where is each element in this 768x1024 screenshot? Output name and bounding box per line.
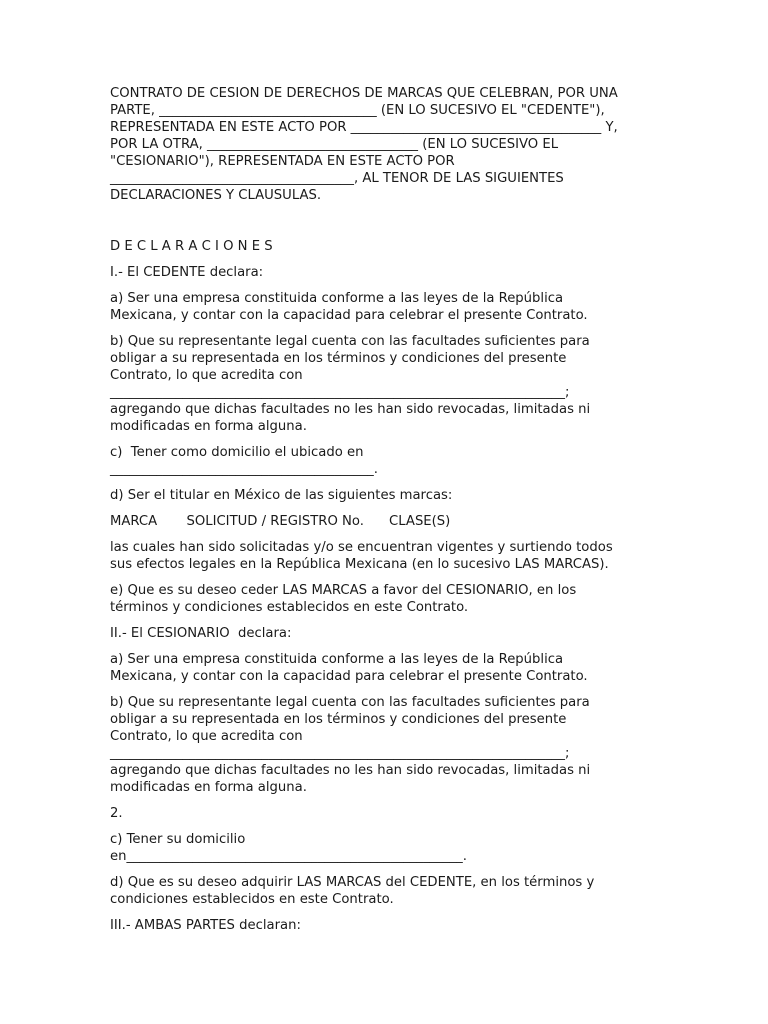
clause-line: d) Que es su deseo adquirir LAS MARCAS del CEDENTE, en los términos y [110,875,595,890]
cedente-clause-d [110,487,650,504]
clause-line: modificadas en forma alguna. [110,780,307,795]
clause-line: términos y condiciones establecidos en este Contrato. [110,600,469,615]
table-header-line: MARCA SOLICITUD / REGISTRO No. CLASE(S) [110,514,451,529]
clause-line: Mexicana, y contar con la capacidad para celebrar el presente Contrato. [110,669,588,684]
clause-line: _____________________________________________________________________; [110,385,570,400]
clause-line: c) Tener su domicilio [110,832,246,847]
cesionario-clause-b [110,694,650,796]
clause-line: obligar a su representada en los términos y condiciones del presente [110,712,567,727]
clause-line: c) Tener como domicilio el ubicado en [110,445,364,460]
intro-line: REPRESENTADA EN ESTE ACTO POR ______________________________________ Y, [110,120,618,135]
clause-line: _____________________________________________________________________; [110,746,570,761]
clause-line: e) Que es su deseo ceder LAS MARCAS a favor del CESIONARIO, en los [110,583,577,598]
cedente-clause-d-continued [110,539,650,573]
clause-line: en___________________________________________________. [110,849,467,864]
clause-line: Mexicana, y contar con la capacidad para celebrar el presente Contrato. [110,308,588,323]
clause-line: a) Ser una empresa constituida conforme a las leyes de la República [110,652,564,667]
cedente-clause-c [110,444,650,478]
contract-intro [110,85,650,204]
clause-line: a) Ser una empresa constituida conforme a las leyes de la República [110,291,564,306]
intro-line: CONTRATO DE CESION DE DERECHOS DE MARCAS QUE CELEBRAN, POR UNA [110,86,618,101]
clause-line: condiciones establecidos en este Contrato. [110,892,394,907]
declaraciones-title: D E C L A R A C I O N E S [110,239,273,254]
intro-line: PARTE, _________________________________ (EN LO SUCESIVO EL "CEDENTE"), [110,103,605,118]
cesionario-clause-a [110,651,650,685]
clause-line: b) Que su representante legal cuenta con las facultades suficientes para [110,334,590,349]
intro-line: "CESIONARIO"), REPRESENTADA EN ESTE ACTO POR [110,154,455,169]
clause-line: obligar a su representada en los términos y condiciones del presente [110,351,567,366]
cesionario-number: 2. [110,806,123,821]
clause-line: Contrato, lo que acredita con [110,729,303,744]
cedente-clause-a [110,290,650,324]
cesionario-clause-d [110,874,650,908]
intro-line: POR LA OTRA, ________________________________ (EN LO SUCESIVO EL [110,137,559,152]
clause-line: agregando que dichas facultades no les han sido revocadas, limitadas ni [110,763,591,778]
intro-line: _____________________________________, AL TENOR DE LAS SIGUIENTES [110,171,564,186]
clause-line: modificadas en forma alguna. [110,419,307,434]
clause-line: sus efectos legales en la República Mexicana (en lo sucesivo LAS MARCAS). [110,557,609,572]
cedente-clause-e [110,582,650,616]
cedente-clause-b [110,333,650,435]
clause-line: agregando que dichas facultades no les han sido revocadas, limitadas ni [110,402,591,417]
cesionario-heading: II.- El CESIONARIO declara: [110,626,292,641]
intro-line: DECLARACIONES Y CLAUSULAS. [110,188,322,203]
cedente-heading: I.- El CEDENTE declara: [110,265,264,280]
clause-line: ________________________________________. [110,462,378,477]
marcas-table-header [110,513,650,530]
document-body [110,85,650,934]
cesionario-clause-c [110,831,650,865]
clause-line: d) Ser el titular en México de las siguientes marcas: [110,488,453,503]
clause-line: Contrato, lo que acredita con [110,368,303,383]
clause-line: b) Que su representante legal cuenta con las facultades suficientes para [110,695,590,710]
clause-line: las cuales han sido solicitadas y/o se encuentran vigentes y surtiendo todos [110,540,613,555]
ambas-partes-heading: III.- AMBAS PARTES declaran: [110,918,301,933]
